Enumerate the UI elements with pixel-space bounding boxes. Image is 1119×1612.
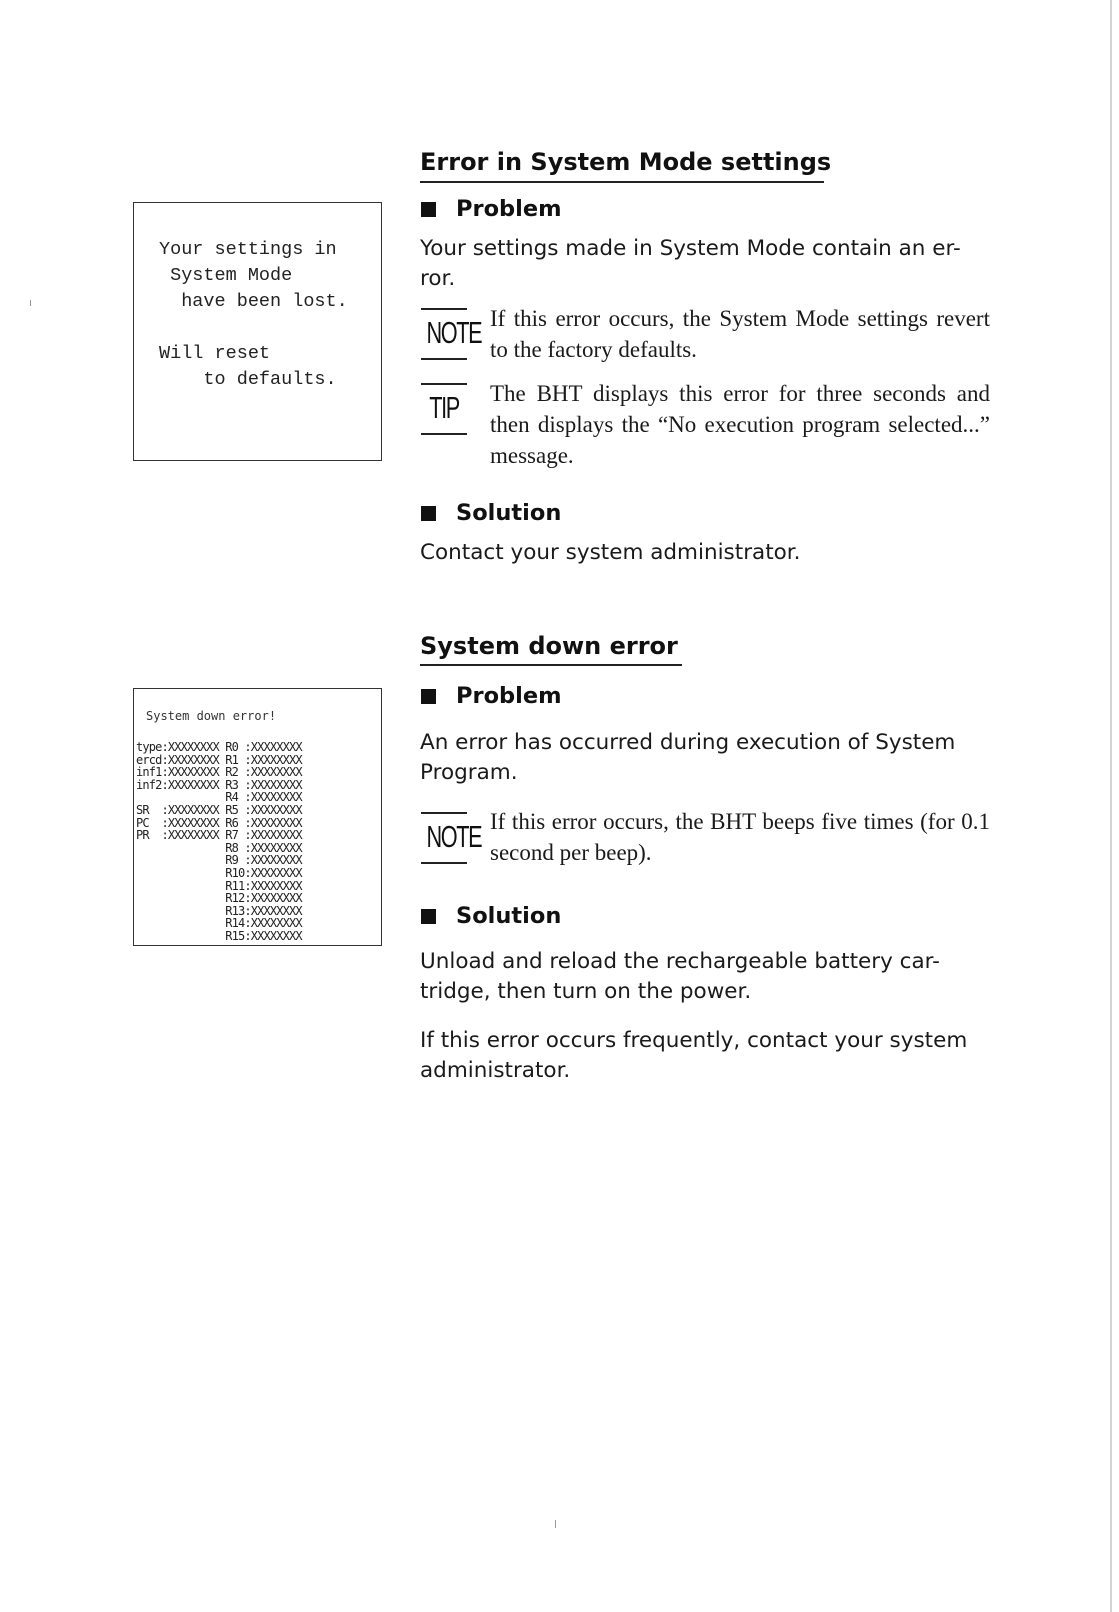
register-line: PC :XXXXXXXX R6 :XXXXXXXX — [136, 815, 302, 830]
scan-mark — [555, 1520, 556, 1528]
register-line: R4 :XXXXXXXX — [136, 790, 302, 805]
bullet-square-icon — [421, 506, 436, 521]
note-icon — [419, 812, 482, 864]
screen-line: Your settings in — [159, 239, 337, 260]
heading-underline — [420, 181, 824, 183]
note-text: If this error occurs, the System Mode settings revert to the factory defaults. — [490, 306, 990, 362]
register-line: type:XXXXXXXX R0 :XXXXXXXX — [136, 740, 302, 754]
problem-heading — [421, 683, 562, 709]
section-heading-system-down-error: System down error — [420, 632, 678, 660]
problem-heading-label: Problem — [456, 196, 562, 222]
tip-text: The BHT displays this error for three seconds and then displays the “No execution program selected...” message. — [490, 381, 990, 468]
screen-line: have been lost. — [159, 291, 348, 312]
register-line: R8 :XXXXXXXX — [136, 840, 302, 855]
screen-line: System Mode — [159, 265, 293, 286]
screen-line: to defaults. — [159, 369, 337, 390]
note-text: If this error occurs, the BHT beeps five times (for 0.1 second per beep). — [490, 809, 990, 865]
register-line: R11:XXXXXXXX — [136, 878, 302, 893]
register-line: R9 :XXXXXXXX — [136, 853, 302, 868]
register-line: R12:XXXXXXXX — [136, 891, 302, 906]
solution-heading-label: Solution — [456, 500, 562, 526]
screen-title: System down error! — [146, 709, 277, 723]
scan-mark — [30, 300, 31, 306]
section-heading-system-mode-error: Error in System Mode settings — [420, 148, 832, 176]
solution-heading-label: Solution — [456, 903, 562, 929]
register-line: SR :XXXXXXXX R5 :XXXXXXXX — [136, 803, 302, 817]
problem-text-line: ror. — [420, 266, 456, 291]
solution-heading — [421, 903, 561, 929]
tip-icon — [419, 383, 469, 435]
register-line: inf1:XXXXXXXX R2 :XXXXXXXX — [136, 765, 302, 780]
register-line: R13:XXXXXXXX — [136, 903, 302, 918]
problem-text-line: Your settings made in System Mode contain an er- — [420, 236, 961, 261]
lcd-screen-settings-lost — [133, 202, 382, 461]
register-line: R15:XXXXXXXX — [136, 929, 302, 943]
bullet-square-icon — [421, 202, 436, 217]
solution-heading — [421, 500, 561, 526]
register-line: inf2:XXXXXXXX R3 :XXXXXXXX — [136, 777, 302, 792]
bullet-square-icon — [421, 689, 436, 704]
page-edge-shadow — [1110, 0, 1112, 1612]
problem-heading-label: Problem — [456, 683, 562, 709]
solution-text: If this error occurs frequently, contact your system administrator. — [420, 1028, 968, 1083]
solution-text: Unload and reload the rechargeable battery car-tridge, then turn on the power. — [420, 949, 940, 1004]
solution-text: Contact your system administrator. — [420, 540, 801, 565]
problem-text — [420, 234, 990, 294]
tip-marker-label: TIP — [429, 390, 459, 425]
problem-text: An error has occurred during execution of System Program. — [420, 730, 956, 785]
register-line: ercd:XXXXXXXX R1 :XXXXXXXX — [136, 752, 302, 767]
screen-line: Will reset — [159, 343, 271, 364]
note-marker-label: NOTE — [426, 819, 482, 854]
register-line: R10:XXXXXXXX — [136, 866, 302, 880]
lcd-screen-system-down — [133, 688, 382, 946]
note-marker-label: NOTE — [426, 315, 482, 350]
heading-underline — [420, 664, 682, 666]
register-line: PR :XXXXXXXX R7 :XXXXXXXX — [136, 828, 302, 843]
register-line: R14:XXXXXXXX — [136, 916, 302, 931]
problem-heading — [421, 196, 562, 222]
bullet-square-icon — [421, 909, 436, 924]
note-icon — [419, 308, 482, 360]
